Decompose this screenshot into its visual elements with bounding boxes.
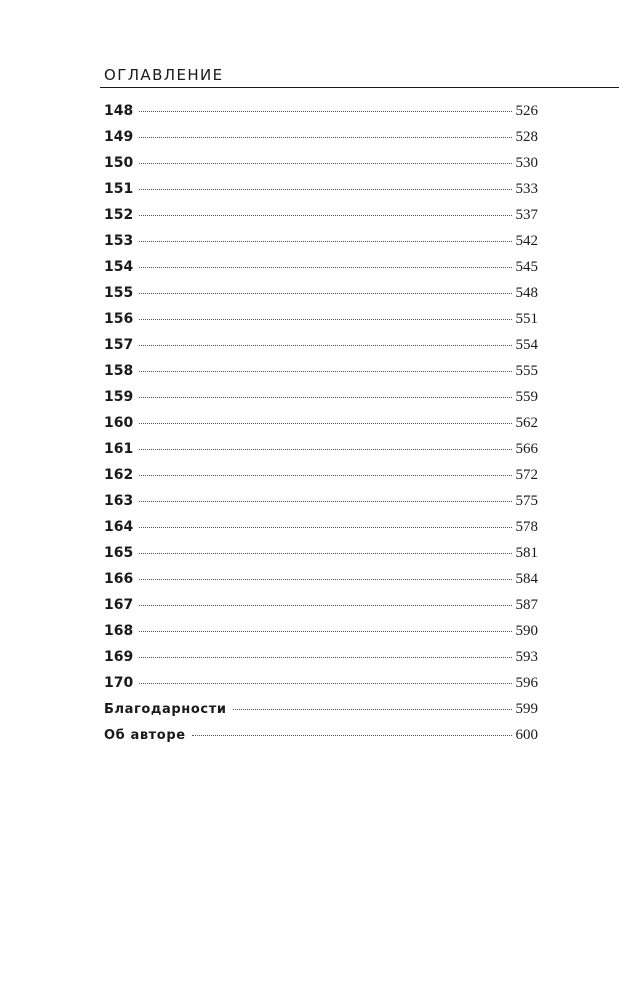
toc-entry-label: 163 <box>104 493 134 509</box>
toc-entry-166 <box>104 571 538 597</box>
toc-entry-label: 155 <box>104 285 134 301</box>
dot-leader <box>139 267 511 268</box>
dot-leader <box>139 605 511 606</box>
header-divider <box>100 87 619 88</box>
dot-leader <box>139 397 511 398</box>
dot-leader <box>139 423 511 424</box>
toc-entry-page: 593 <box>515 649 538 665</box>
dot-leader <box>139 657 511 658</box>
toc-entry-page: 551 <box>515 311 538 327</box>
toc-entry-159 <box>104 389 538 415</box>
toc-entry-label: Благодарности <box>104 702 227 717</box>
toc-entry-page: 587 <box>515 597 538 613</box>
toc-entry-page: 537 <box>515 207 538 223</box>
dot-leader <box>139 501 511 502</box>
toc-entry-label: 170 <box>104 675 134 691</box>
toc-entry-page: 530 <box>515 155 538 171</box>
toc-entry-161 <box>104 441 538 467</box>
dot-leader <box>139 241 511 242</box>
toc-entry-about-author <box>104 727 538 753</box>
toc-entry-152 <box>104 207 538 233</box>
toc-entry-169 <box>104 649 538 675</box>
toc-entry-label: 165 <box>104 545 134 561</box>
toc-entry-148 <box>104 103 538 129</box>
toc-entry-page: 581 <box>515 545 538 561</box>
toc-entry-153 <box>104 233 538 259</box>
dot-leader <box>139 215 511 216</box>
toc-entry-157 <box>104 337 538 363</box>
dot-leader <box>139 449 511 450</box>
toc-entry-page: 528 <box>515 129 538 145</box>
toc-entry-label: 150 <box>104 155 134 171</box>
dot-leader <box>139 293 511 294</box>
dot-leader <box>139 527 511 528</box>
toc-entry-154 <box>104 259 538 285</box>
toc-entry-page: 575 <box>515 493 538 509</box>
dot-leader <box>139 189 511 190</box>
dot-leader <box>139 475 511 476</box>
toc-entry-page: 555 <box>515 363 538 379</box>
toc-entry-label: 162 <box>104 467 134 483</box>
toc-entry-page: 578 <box>515 519 538 535</box>
toc-entry-label: 154 <box>104 259 134 275</box>
toc-entry-label: 157 <box>104 337 134 353</box>
toc-entry-label: 167 <box>104 597 134 613</box>
toc-entry-page: 596 <box>515 675 538 691</box>
dot-leader <box>139 631 511 632</box>
dot-leader <box>233 709 512 710</box>
dot-leader <box>139 319 511 320</box>
toc-entry-page: 572 <box>515 467 538 483</box>
toc-entry-164 <box>104 519 538 545</box>
dot-leader <box>139 137 511 138</box>
toc-entry-page: 559 <box>515 389 538 405</box>
toc-entry-label: 159 <box>104 389 134 405</box>
toc-entry-acknowledgements <box>104 701 538 727</box>
toc-entry-page: 526 <box>515 103 538 119</box>
dot-leader <box>192 735 512 736</box>
toc-entry-label: 156 <box>104 311 134 327</box>
toc-entry-label: 153 <box>104 233 134 249</box>
toc-entry-162 <box>104 467 538 493</box>
toc-entry-page: 566 <box>515 441 538 457</box>
dot-leader <box>139 163 511 164</box>
dot-leader <box>139 579 511 580</box>
toc-entry-page: 554 <box>515 337 538 353</box>
dot-leader <box>139 371 511 372</box>
toc-entry-page: 533 <box>515 181 538 197</box>
dot-leader <box>139 345 511 346</box>
toc-entry-page: 590 <box>515 623 538 639</box>
dot-leader <box>139 683 511 684</box>
toc-entry-page: 545 <box>515 259 538 275</box>
toc-entry-150 <box>104 155 538 181</box>
toc-entry-label: 161 <box>104 441 134 457</box>
toc-entry-label: 151 <box>104 181 134 197</box>
toc-entry-label: 148 <box>104 103 134 119</box>
toc-entry-page: 584 <box>515 571 538 587</box>
toc-entry-158 <box>104 363 538 389</box>
toc-entry-168 <box>104 623 538 649</box>
toc-entry-page: 562 <box>515 415 538 431</box>
dot-leader <box>139 111 511 112</box>
toc-entry-label: Об авторе <box>104 728 186 743</box>
toc-entry-page: 542 <box>515 233 538 249</box>
toc-entry-label: 169 <box>104 649 134 665</box>
toc-entry-label: 149 <box>104 129 134 145</box>
toc-entry-label: 168 <box>104 623 134 639</box>
toc-entry-165 <box>104 545 538 571</box>
page-title: ОГЛАВЛЕНИЕ <box>104 66 224 84</box>
toc-entry-label: 158 <box>104 363 134 379</box>
toc-entry-page: 548 <box>515 285 538 301</box>
table-of-contents <box>104 103 538 753</box>
toc-entry-label: 166 <box>104 571 134 587</box>
toc-entry-label: 160 <box>104 415 134 431</box>
toc-entry-156 <box>104 311 538 337</box>
toc-entry-149 <box>104 129 538 155</box>
dot-leader <box>139 553 511 554</box>
toc-entry-151 <box>104 181 538 207</box>
toc-entry-167 <box>104 597 538 623</box>
toc-entry-page: 599 <box>515 701 538 717</box>
toc-entry-163 <box>104 493 538 519</box>
toc-entry-160 <box>104 415 538 441</box>
toc-entry-label: 152 <box>104 207 134 223</box>
toc-entry-page: 600 <box>515 727 538 743</box>
toc-entry-label: 164 <box>104 519 134 535</box>
toc-entry-170 <box>104 675 538 701</box>
toc-entry-155 <box>104 285 538 311</box>
